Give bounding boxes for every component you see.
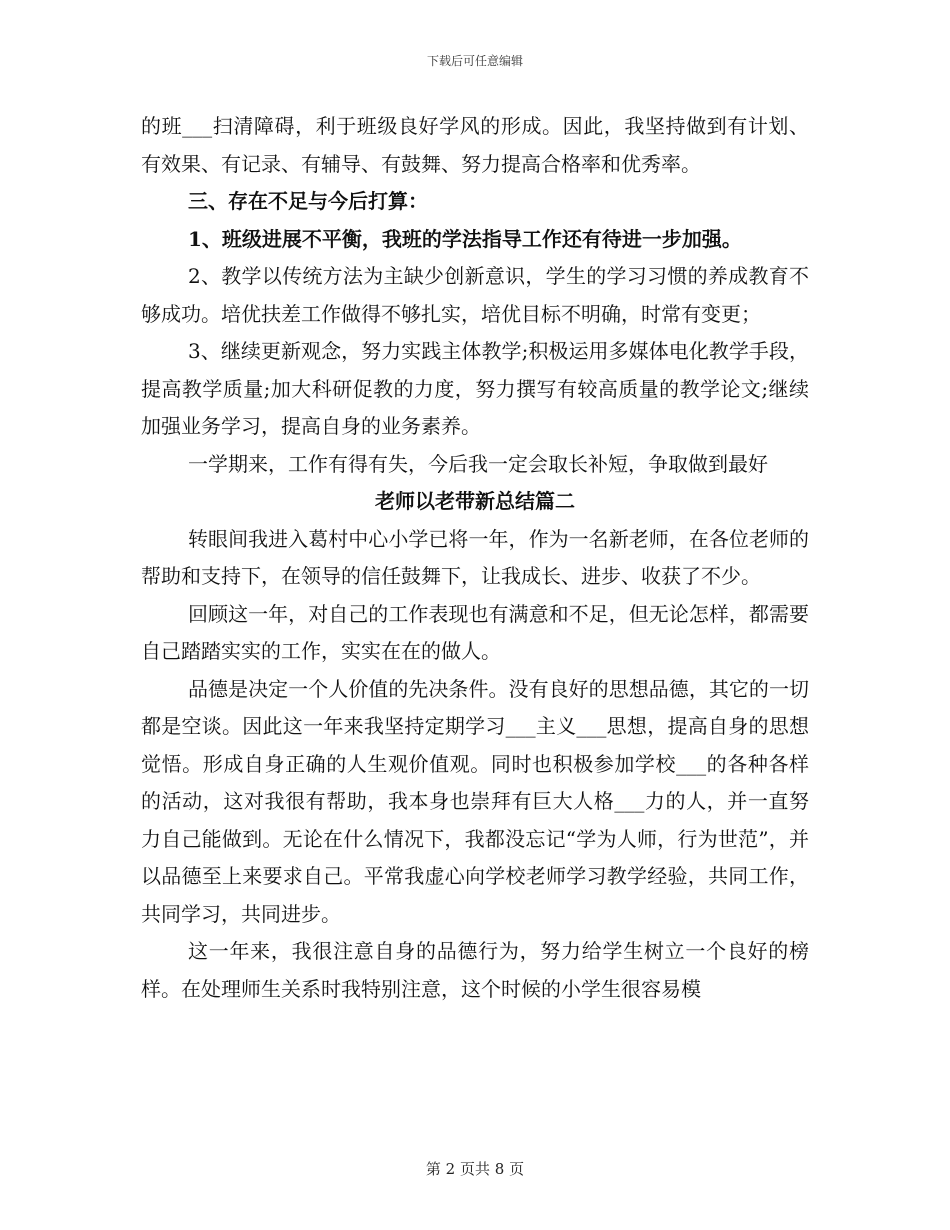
paragraph: 品德是决定一个人价值的先决条件。没有良好的思想品德，其它的一切都是空谈。因此这一年来我坚持定期学习___主义___思想，提高自身的思想觉悟。形成自身正确的人生观价值观。同时也积极参加学校___的各种各样的活动，这对我很有帮助，我本身也崇拜有巨大人格___力的人，并一直努力自己能做到。无论在什么情况下，我都没忘记“学为人师，行为世范”，并以品德至上来要求自己。平常我虚心向学校老师学习教学经验，共同工作，共同学习，共同进步。 <box>141 676 809 926</box>
paragraph: 2、教学以传统方法为主缺少创新意识，学生的学习习惯的养成教育不够成功。培优扶差工作做得不够扎实，培优目标不明确，时常有变更； <box>141 264 809 326</box>
paragraph: 转眼间我进入葛村中心小学已将一年，作为一名新老师，在各位老师的帮助和支持下，在领导的信任鼓舞下，让我成长、进步、收获了不少。 <box>141 526 809 588</box>
paragraph: 这一年来，我很注意自身的品德行为，努力给学生树立一个良好的榜样。在处理师生关系时我特别注意，这个时候的小学生很容易模 <box>141 939 809 1001</box>
section-heading: 三、存在不足与今后打算： <box>188 189 428 213</box>
section-title: 老师以老带新总结篇二 <box>375 489 575 513</box>
paragraph: 的班___扫清障碍，利于班级良好学风的形成。因此，我坚持做到有计划、有效果、有记录、有辅导、有鼓舞、努力提高合格率和优秀率。 <box>141 114 809 176</box>
document-body <box>141 108 809 1008</box>
paragraph: 一学期来，工作有得有失，今后我一定会取长补短，争取做到最好 <box>188 451 768 476</box>
paragraph: 3、继续更新观念，努力实践主体教学;积极运用多媒体电化教学手段，提高教学质量;加大科研促教的力度，努力撰写有较高质量的教学论文;继续加强业务学习，提高自身的业务素养。 <box>141 339 809 438</box>
page-header: 下载后可任意编辑 <box>426 54 523 68</box>
paragraph: 回顾这一年，对自己的工作表现也有满意和不足，但无论怎样，都需要自己踏踏实实的工作，实实在在的做人。 <box>141 601 809 663</box>
paragraph-bold: 1、班级进展不平衡，我班的学法指导工作还有待进一步加强。 <box>188 226 742 251</box>
page-footer: 第 2 页共 8 页 <box>425 1160 525 1178</box>
